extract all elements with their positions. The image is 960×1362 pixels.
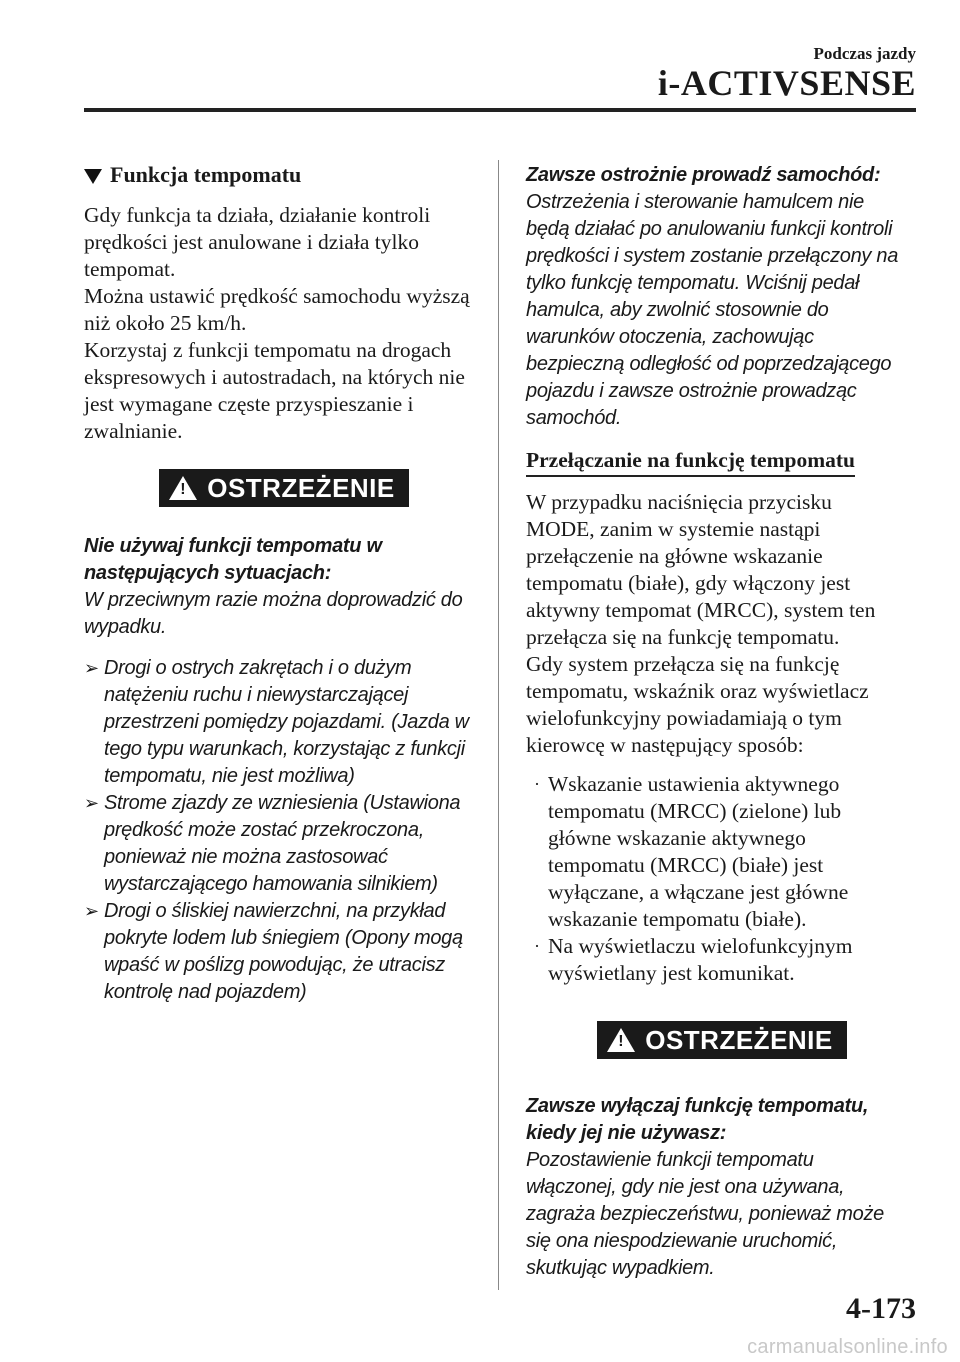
warning-text: W przeciwnym razie można doprowadzić do wypadku.: [84, 589, 463, 638]
paragraph: Gdy funkcja ta działa, działanie kontroli prędkości jest anulowane i działa tylko tempomat.: [84, 203, 431, 281]
page-number: 4-173: [846, 1292, 916, 1325]
arrow-right-icon: ➢: [84, 658, 100, 678]
column-divider: [498, 160, 499, 1290]
warning-badge-wrap: [526, 1021, 918, 1059]
arrow-right-icon: ➢: [84, 793, 100, 813]
bullet-item: [526, 771, 918, 933]
paragraph: Korzystaj z funkcji tempomatu na drogach ekspresowych i autostradach, na których nie jest wymagane częste przyspieszanie i zwalnianie.: [84, 338, 465, 443]
warning-icon: !: [169, 476, 197, 500]
bullet-item: [526, 933, 918, 987]
warning-item: [84, 790, 484, 898]
subheading-wrap: [526, 446, 918, 477]
subheading: Przełączanie na funkcję tempomatu: [526, 446, 855, 477]
warning-text: Pozostawienie funkcji tempomatu włączonej, gdy nie jest ona używana, zagraża bezpieczeństwu, ponieważ może się ona niespodziewanie uruchomić, skutkując wypadkiem.: [526, 1149, 884, 1279]
warning-item-text: Drogi o ostrych zakrętach i o dużym natężeniu ruchu i niewystarczającej przestrzeni pomiędzy pojazdami. (Jazda w tego typu warunkach, korzystając z funkcji tempomatu, nie jest możliwa): [104, 657, 469, 787]
right-column: [526, 162, 918, 1282]
watermark: carmanualsonline.info: [747, 1336, 948, 1358]
section-title: Podczas jazdy: [813, 44, 916, 63]
warning-badge: [597, 1021, 847, 1059]
warning-item-text: Drogi o śliskiej nawierzchni, na przykład pokryte lodem lub śniegiem (Opony mogą wpaść w poślizg powodując, że utracisz kontrolę nad pojazdem): [104, 900, 463, 1003]
paragraph: W przypadku naciśnięcia przycisku MODE, zanim w systemie nastąpi przełączenie na główne wskazanie tempomatu (białe), gdy włączony jest aktywny tempomat (MRCC), system ten przełącza się na funkcję tempomatu.: [526, 490, 876, 649]
left-column: [84, 160, 484, 1006]
warning-item-text: Strome zjazdy ze wzniesienia (Ustawiona prędkość może zostać przekroczona, ponieważ nie można zastosować wystarczającego hamowania silnikiem): [104, 792, 461, 895]
bullet-text: Na wyświetlaczu wielofunkcyjnym wyświetlany jest komunikat.: [548, 934, 853, 985]
bullet-icon: ·: [534, 774, 540, 794]
paragraph: Gdy system przełącza się na funkcję tempomatu, wskaźnik oraz wyświetlacz wielofunkcyjny powiadamiają o tym kierowcę w następujący sposób:: [526, 652, 869, 757]
caution-title: Zawsze ostrożnie prowadź samochód:: [526, 164, 881, 186]
chapter-title: i-ACTIVSENSE: [657, 63, 916, 103]
warning-icon: !: [607, 1028, 635, 1052]
warning-badge-wrap: [84, 469, 484, 507]
warning-label: OSTRZEŻENIE: [645, 1024, 833, 1055]
caution-text: Ostrzeżenia i sterowanie hamulcem nie będą działać po anulowaniu funkcji kontroli prędkości i system zostanie przełączony na tylko funkcję tempomatu. Wciśnij pedał hamulca, aby zwolnić stosownie do warunków otoczenia, zachowując bezpieczną odległość od poprzedzającego pojazdu i zawsze ostrożnie prowadząc samochód.: [526, 191, 899, 429]
warning-badge: [159, 469, 409, 507]
header-rule: [84, 108, 916, 112]
paragraph: Można ustawić prędkość samochodu wyższą niż około 25 km/h.: [84, 284, 470, 335]
warning-item: [84, 898, 484, 1006]
warning-title: Zawsze wyłączaj funkcję tempomatu, kiedy jej nie używasz:: [526, 1095, 869, 1144]
arrow-right-icon: ➢: [84, 901, 100, 921]
section-heading: [84, 160, 484, 190]
section-heading-text: Funkcja tempomatu: [110, 162, 302, 187]
bullet-icon: ·: [534, 936, 540, 956]
warning-label: OSTRZEŻENIE: [207, 472, 395, 503]
triangle-down-icon: [84, 169, 102, 184]
warning-title: Nie używaj funkcji tempomatu w następujących sytuacjach:: [84, 535, 382, 584]
bullet-text: Wskazanie ustawienia aktywnego tempomatu (MRCC) (zielone) lub główne wskazanie aktywnego tempomatu (MRCC) (białe) jest wyłączane, a włączane jest główne wskazanie tempomatu (białe).: [548, 772, 849, 931]
warning-item: [84, 655, 484, 790]
